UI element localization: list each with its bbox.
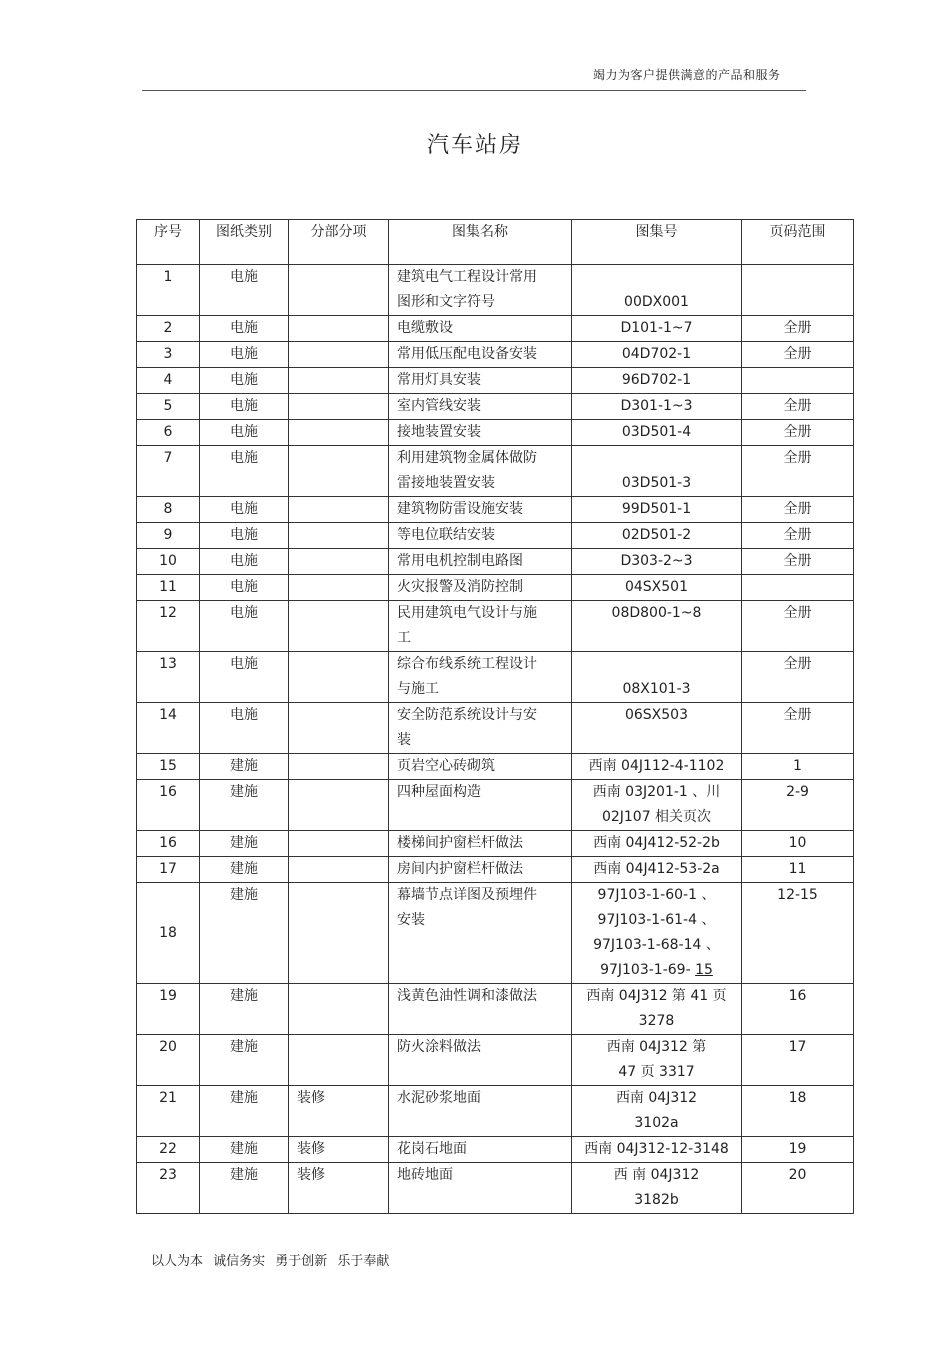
cell-no: 8 xyxy=(137,497,200,523)
table-row xyxy=(137,523,854,549)
cell-part xyxy=(289,652,389,703)
cell-part xyxy=(289,703,389,754)
cell-range: 11 xyxy=(742,857,854,883)
cell-part xyxy=(289,497,389,523)
cell-no: 18 xyxy=(137,883,200,984)
cell-range: 全册 xyxy=(742,394,854,420)
cell-range: 全册 xyxy=(742,549,854,575)
cell-no: 13 xyxy=(137,652,200,703)
table-row xyxy=(137,394,854,420)
cell-name: 房间内护窗栏杆做法 xyxy=(389,857,572,883)
cell-type: 建施 xyxy=(200,1163,289,1214)
header-code: 图集号 xyxy=(572,220,742,265)
table-row xyxy=(137,780,854,831)
cell-no: 12 xyxy=(137,601,200,652)
table-row xyxy=(137,703,854,754)
header-name: 图集名称 xyxy=(389,220,572,265)
cell-no: 1 xyxy=(137,265,200,316)
table-row xyxy=(137,342,854,368)
table-row xyxy=(137,1137,854,1163)
cell-code: 04D702-1 xyxy=(572,342,742,368)
cell-name: 室内管线安装 xyxy=(389,394,572,420)
cell-name: 水泥砂浆地面 xyxy=(389,1086,572,1137)
cell-no: 21 xyxy=(137,1086,200,1137)
cell-code: 08D800-1~8 xyxy=(572,601,742,652)
cell-type: 电施 xyxy=(200,420,289,446)
cell-code: 西 南 04J312 3182b xyxy=(572,1163,742,1214)
cell-name: 建筑电气工程设计常用图形和文字符号 xyxy=(389,265,572,316)
cell-name: 电缆敷设 xyxy=(389,316,572,342)
table-row xyxy=(137,446,854,497)
table-row xyxy=(137,1163,854,1214)
cell-name: 利用建筑物金属体做防雷接地装置安装 xyxy=(389,446,572,497)
cell-name: 页岩空心砖砌筑 xyxy=(389,754,572,780)
page-title: 汽车站房 xyxy=(426,133,523,158)
cell-name: 建筑物防雷设施安装 xyxy=(389,497,572,523)
atlas-catalog-table xyxy=(136,219,854,1214)
cell-type: 建施 xyxy=(200,857,289,883)
cell-type: 电施 xyxy=(200,703,289,754)
cell-type: 电施 xyxy=(200,316,289,342)
table-row xyxy=(137,420,854,446)
cell-no: 9 xyxy=(137,523,200,549)
cell-type: 建施 xyxy=(200,754,289,780)
cell-range xyxy=(742,575,854,601)
cell-type: 建施 xyxy=(200,831,289,857)
cell-type: 电施 xyxy=(200,601,289,652)
cell-no: 19 xyxy=(137,984,200,1035)
cell-type: 建施 xyxy=(200,780,289,831)
table-row xyxy=(137,549,854,575)
cell-range: 全册 xyxy=(742,446,854,497)
cell-code: 西南 04J312 第 47 页 3317 xyxy=(572,1035,742,1086)
cell-part xyxy=(289,342,389,368)
cell-range: 17 xyxy=(742,1035,854,1086)
cell-part xyxy=(289,549,389,575)
cell-type: 建施 xyxy=(200,984,289,1035)
cell-name: 等电位联结安装 xyxy=(389,523,572,549)
cell-no: 11 xyxy=(137,575,200,601)
cell-range: 19 xyxy=(742,1137,854,1163)
cell-no: 20 xyxy=(137,1035,200,1086)
cell-range: 20 xyxy=(742,1163,854,1214)
cell-code: 西南 04J112-4-1102 xyxy=(572,754,742,780)
cell-code: 00DX001 xyxy=(572,265,742,316)
cell-name: 防火涂料做法 xyxy=(389,1035,572,1086)
cell-part xyxy=(289,831,389,857)
cell-name: 地砖地面 xyxy=(389,1163,572,1214)
cell-code: 西南 04J412-53-2a xyxy=(572,857,742,883)
cell-name: 幕墙节点详图及预埋件安装 xyxy=(389,883,572,984)
cell-no: 2 xyxy=(137,316,200,342)
cell-type: 建施 xyxy=(200,883,289,984)
cell-range: 2-9 xyxy=(742,780,854,831)
cell-no: 7 xyxy=(137,446,200,497)
table-row xyxy=(137,368,854,394)
code-line-text: 97J103-1-69- xyxy=(600,962,691,978)
table-row xyxy=(137,265,854,316)
cell-name: 安全防范系统设计与安装 xyxy=(389,703,572,754)
code-line-tail: 15 xyxy=(695,962,713,978)
header-type: 图纸类别 xyxy=(200,220,289,265)
cell-no: 16 xyxy=(137,831,200,857)
cell-range: 全册 xyxy=(742,601,854,652)
code-line: 97J103-1-61-4 、 xyxy=(597,912,716,928)
table-row xyxy=(137,316,854,342)
cell-part xyxy=(289,265,389,316)
cell-name: 民用建筑电气设计与施工 xyxy=(389,601,572,652)
cell-type: 建施 xyxy=(200,1086,289,1137)
cell-name: 四种屋面构造 xyxy=(389,780,572,831)
cell-part xyxy=(289,883,389,984)
cell-code: 99D501-1 xyxy=(572,497,742,523)
cell-name: 花岗石地面 xyxy=(389,1137,572,1163)
cell-code: 西南 04J312-12-3148 xyxy=(572,1137,742,1163)
cell-code: D303-2~3 xyxy=(572,549,742,575)
cell-code: 04SX501 xyxy=(572,575,742,601)
cell-code: 03D501-3 xyxy=(572,446,742,497)
cell-range: 全册 xyxy=(742,342,854,368)
cell-no: 15 xyxy=(137,754,200,780)
cell-name: 常用电机控制电路图 xyxy=(389,549,572,575)
footer-motto: 以人为本 诚信务实 勇于创新 乐于奉献 xyxy=(151,1254,390,1269)
cell-part xyxy=(289,754,389,780)
cell-name: 浅黄色油性调和漆做法 xyxy=(389,984,572,1035)
cell-code: 08X101-3 xyxy=(572,652,742,703)
cell-type: 电施 xyxy=(200,497,289,523)
cell-part xyxy=(289,446,389,497)
cell-no: 4 xyxy=(137,368,200,394)
cell-type: 电施 xyxy=(200,342,289,368)
cell-no: 23 xyxy=(137,1163,200,1214)
cell-part: 装修 xyxy=(289,1163,389,1214)
cell-part xyxy=(289,523,389,549)
cell-range xyxy=(742,368,854,394)
cell-range: 10 xyxy=(742,831,854,857)
cell-no: 5 xyxy=(137,394,200,420)
cell-name: 接地装置安装 xyxy=(389,420,572,446)
cell-type: 电施 xyxy=(200,368,289,394)
cell-part xyxy=(289,601,389,652)
header-slogan: 竭力为客户提供满意的产品和服务 xyxy=(593,68,781,82)
cell-type: 电施 xyxy=(200,575,289,601)
cell-name: 综合布线系统工程设计与施工 xyxy=(389,652,572,703)
cell-no: 22 xyxy=(137,1137,200,1163)
cell-range: 全册 xyxy=(742,420,854,446)
cell-name: 常用灯具安装 xyxy=(389,368,572,394)
cell-range: 全册 xyxy=(742,523,854,549)
cell-name: 楼梯间护窗栏杆做法 xyxy=(389,831,572,857)
cell-part xyxy=(289,780,389,831)
table-row xyxy=(137,857,854,883)
cell-code: 06SX503 xyxy=(572,703,742,754)
cell-code: 03D501-4 xyxy=(572,420,742,446)
cell-range: 16 xyxy=(742,984,854,1035)
table-row xyxy=(137,652,854,703)
cell-part: 装修 xyxy=(289,1137,389,1163)
header-part: 分部分项 xyxy=(289,220,389,265)
code-line: 97J103-1-60-1 、 xyxy=(597,887,716,903)
code-line xyxy=(572,958,741,983)
header-divider xyxy=(142,90,806,91)
cell-code: 西南 04J312 第 41 页 3278 xyxy=(572,984,742,1035)
cell-code: 96D702-1 xyxy=(572,368,742,394)
cell-code: 西南 04J312 3102a xyxy=(572,1086,742,1137)
cell-part xyxy=(289,394,389,420)
cell-type: 电施 xyxy=(200,523,289,549)
cell-part xyxy=(289,420,389,446)
table-row xyxy=(137,831,854,857)
table-row xyxy=(137,1035,854,1086)
table-row xyxy=(137,497,854,523)
cell-no: 3 xyxy=(137,342,200,368)
table-row xyxy=(137,601,854,652)
table-row xyxy=(137,984,854,1035)
cell-name: 火灾报警及消防控制 xyxy=(389,575,572,601)
cell-code xyxy=(572,883,742,984)
cell-range: 全册 xyxy=(742,652,854,703)
cell-part xyxy=(289,316,389,342)
header-range: 页码范围 xyxy=(742,220,854,265)
table-row xyxy=(137,754,854,780)
cell-name: 常用低压配电设备安装 xyxy=(389,342,572,368)
cell-range: 全册 xyxy=(742,316,854,342)
cell-part xyxy=(289,984,389,1035)
cell-range: 18 xyxy=(742,1086,854,1137)
table-header-row xyxy=(137,220,854,265)
cell-code: 02D501-2 xyxy=(572,523,742,549)
cell-part xyxy=(289,575,389,601)
cell-range: 全册 xyxy=(742,703,854,754)
cell-range xyxy=(742,265,854,316)
cell-type: 电施 xyxy=(200,394,289,420)
cell-no: 16 xyxy=(137,780,200,831)
header-no: 序号 xyxy=(137,220,200,265)
cell-type: 电施 xyxy=(200,446,289,497)
cell-code: 西南 03J201-1 、川 02J107 相关页次 xyxy=(572,780,742,831)
cell-type: 建施 xyxy=(200,1035,289,1086)
cell-type: 电施 xyxy=(200,549,289,575)
table-row xyxy=(137,575,854,601)
cell-part xyxy=(289,368,389,394)
cell-part: 装修 xyxy=(289,1086,389,1137)
cell-code: D101-1~7 xyxy=(572,316,742,342)
cell-range: 全册 xyxy=(742,497,854,523)
cell-type: 建施 xyxy=(200,1137,289,1163)
cell-no: 10 xyxy=(137,549,200,575)
cell-code: 西南 04J412-52-2b xyxy=(572,831,742,857)
cell-type: 电施 xyxy=(200,652,289,703)
cell-part xyxy=(289,857,389,883)
cell-no: 6 xyxy=(137,420,200,446)
table-row xyxy=(137,1086,854,1137)
cell-code: D301-1~3 xyxy=(572,394,742,420)
cell-no: 17 xyxy=(137,857,200,883)
cell-range: 1 xyxy=(742,754,854,780)
cell-part xyxy=(289,1035,389,1086)
cell-range: 12-15 xyxy=(742,883,854,984)
table-row xyxy=(137,883,854,984)
cell-no: 14 xyxy=(137,703,200,754)
code-line: 97J103-1-68-14 、 xyxy=(593,937,720,953)
cell-type: 电施 xyxy=(200,265,289,316)
